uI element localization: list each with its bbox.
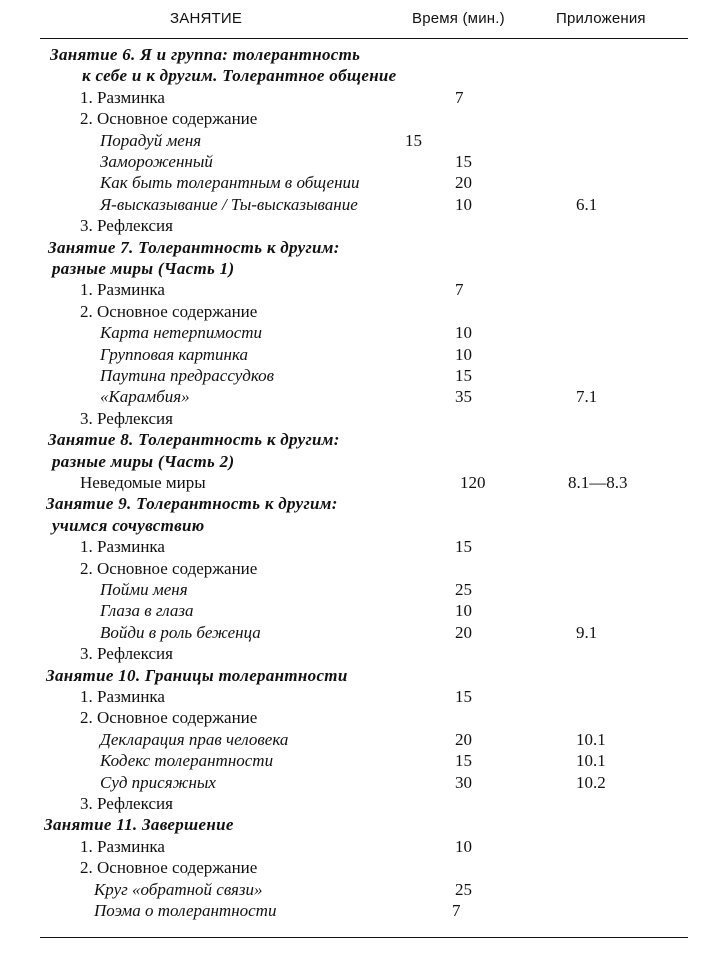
session-title: Занятие 6. Я и группа: толерантность <box>50 45 361 64</box>
table-row <box>0 87 722 109</box>
item-label: 3. Рефлексия <box>80 408 173 428</box>
time-value: 15 <box>455 152 472 171</box>
appendix-value: 7.1 <box>576 387 598 407</box>
appendix-value: 9.1 <box>576 622 598 642</box>
time-value: 35 <box>455 387 472 407</box>
activity-name: Как быть толерантным в общении <box>100 173 360 193</box>
column-header-activity: ЗАНЯТИЕ <box>170 10 243 27</box>
appendix-value: 10.2 <box>576 772 606 792</box>
table-row <box>0 814 722 836</box>
activity-name: Групповая картинка <box>100 344 248 364</box>
activity-name: Кодекс толерантности <box>100 751 274 771</box>
table-row <box>0 408 722 430</box>
table-row <box>0 44 722 66</box>
table-row <box>0 622 722 644</box>
item-label: 2. Основное содержание <box>80 708 258 728</box>
item-label: Неведомые миры <box>80 473 206 492</box>
table-row <box>0 322 722 344</box>
table-row <box>0 600 722 622</box>
table-row <box>0 344 722 366</box>
time-value: 20 <box>455 622 472 642</box>
footer-rule <box>40 937 688 938</box>
table-row <box>0 515 722 537</box>
table-row <box>0 258 722 280</box>
table-row <box>0 900 722 922</box>
table-row <box>0 451 722 473</box>
time-value: 7 <box>455 280 464 300</box>
activity-name: Круг «обратной связи» <box>94 879 263 899</box>
activity-name: Суд присяжных <box>100 772 216 792</box>
time-value: 15 <box>455 366 472 385</box>
table-row <box>0 772 722 794</box>
activity-name: Карта нетерпимости <box>100 323 263 343</box>
appendix-value: 8.1—8.3 <box>568 473 628 492</box>
table-row <box>0 279 722 301</box>
item-label: 1. Разминка <box>80 687 165 706</box>
activity-name: Пойми меня <box>100 580 188 599</box>
time-value: 20 <box>455 729 472 749</box>
time-value: 15 <box>455 751 472 771</box>
item-label: 1. Разминка <box>80 836 165 856</box>
time-value: 10 <box>455 344 472 364</box>
table-row <box>0 429 722 451</box>
item-label: 2. Основное содержание <box>80 109 258 129</box>
table-row <box>0 536 722 558</box>
time-value: 30 <box>455 772 472 792</box>
activity-name: Войди в роль беженца <box>100 622 261 642</box>
table-row <box>0 836 722 858</box>
appendix-value: 10.1 <box>576 751 606 771</box>
activity-name: Замороженный <box>100 152 213 171</box>
time-value: 25 <box>455 879 472 899</box>
session-title: Занятие 8. Толерантность к другим: <box>48 430 340 450</box>
table-row <box>0 215 722 237</box>
time-value: 20 <box>455 173 472 193</box>
activity-name: Поэма о толерантности <box>94 901 277 920</box>
activity-name: Порадуй меня <box>100 130 202 150</box>
table-row <box>0 579 722 601</box>
time-value: 7 <box>455 87 464 107</box>
activity-name: Декларация прав человека <box>100 729 289 749</box>
item-label: 1. Разминка <box>80 537 165 557</box>
table-row <box>0 729 722 751</box>
table-row <box>0 558 722 580</box>
table-row <box>0 857 722 879</box>
item-label: 3. Рефлексия <box>80 216 173 236</box>
item-label: 2. Основное содержание <box>80 558 258 578</box>
session-title: Занятие 10. Границы толерантности <box>46 665 348 685</box>
activity-name: Я-высказывание / Ты-высказывание <box>100 194 358 214</box>
item-label: 1. Разминка <box>80 87 165 107</box>
table-row <box>0 172 722 194</box>
time-value: 120 <box>460 473 486 492</box>
session-title: разные миры (Часть 2) <box>52 451 235 471</box>
table-row <box>0 194 722 216</box>
item-label: 3. Рефлексия <box>80 794 173 813</box>
time-value: 25 <box>455 580 472 599</box>
session-title: Занятие 9. Толерантность к другим: <box>46 494 338 514</box>
item-label: 1. Разминка <box>80 280 165 300</box>
time-value: 10 <box>455 836 472 856</box>
table-row <box>0 643 722 665</box>
session-title: к себе и к другим. Толерантное общение <box>82 66 397 86</box>
table-row <box>0 686 722 708</box>
item-label: 3. Рефлексия <box>80 644 173 664</box>
time-value: 10 <box>455 323 472 343</box>
time-value: 10 <box>455 194 472 214</box>
table-row <box>0 301 722 323</box>
time-value: 15 <box>455 687 472 706</box>
time-value: 15 <box>455 537 472 557</box>
activity-name: Паутина предрассудков <box>100 366 275 385</box>
appendix-value: 10.1 <box>576 729 606 749</box>
time-value: 10 <box>455 601 472 621</box>
header-rule <box>40 38 688 39</box>
table-row <box>0 750 722 772</box>
table-row <box>0 707 722 729</box>
session-title: Занятие 11. Завершение <box>44 815 234 835</box>
column-header-appendix: Приложения <box>556 10 646 27</box>
table-row <box>0 65 722 87</box>
table-row <box>0 793 722 815</box>
table-row <box>0 386 722 408</box>
table-row <box>0 879 722 901</box>
column-header-time: Время (мин.) <box>412 10 505 27</box>
activity-name: Глаза в глаза <box>100 601 194 621</box>
session-title: Занятие 7. Толерантность к другим: <box>48 237 340 257</box>
session-title: учимся сочувствию <box>52 515 205 535</box>
table-row <box>0 237 722 259</box>
time-value: 7 <box>452 901 461 920</box>
activity-name: «Карамбия» <box>100 387 190 407</box>
time-value: 15 <box>405 130 422 150</box>
session-title: разные миры (Часть 1) <box>52 259 235 278</box>
item-label: 2. Основное содержание <box>80 301 258 321</box>
appendix-value: 6.1 <box>576 194 598 214</box>
table-row <box>0 665 722 687</box>
item-label: 2. Основное содержание <box>80 858 258 878</box>
table-row <box>0 493 722 515</box>
table-row <box>0 365 722 387</box>
table-row <box>0 130 722 152</box>
table-row <box>0 151 722 173</box>
table-row <box>0 108 722 130</box>
table-row <box>0 472 722 494</box>
